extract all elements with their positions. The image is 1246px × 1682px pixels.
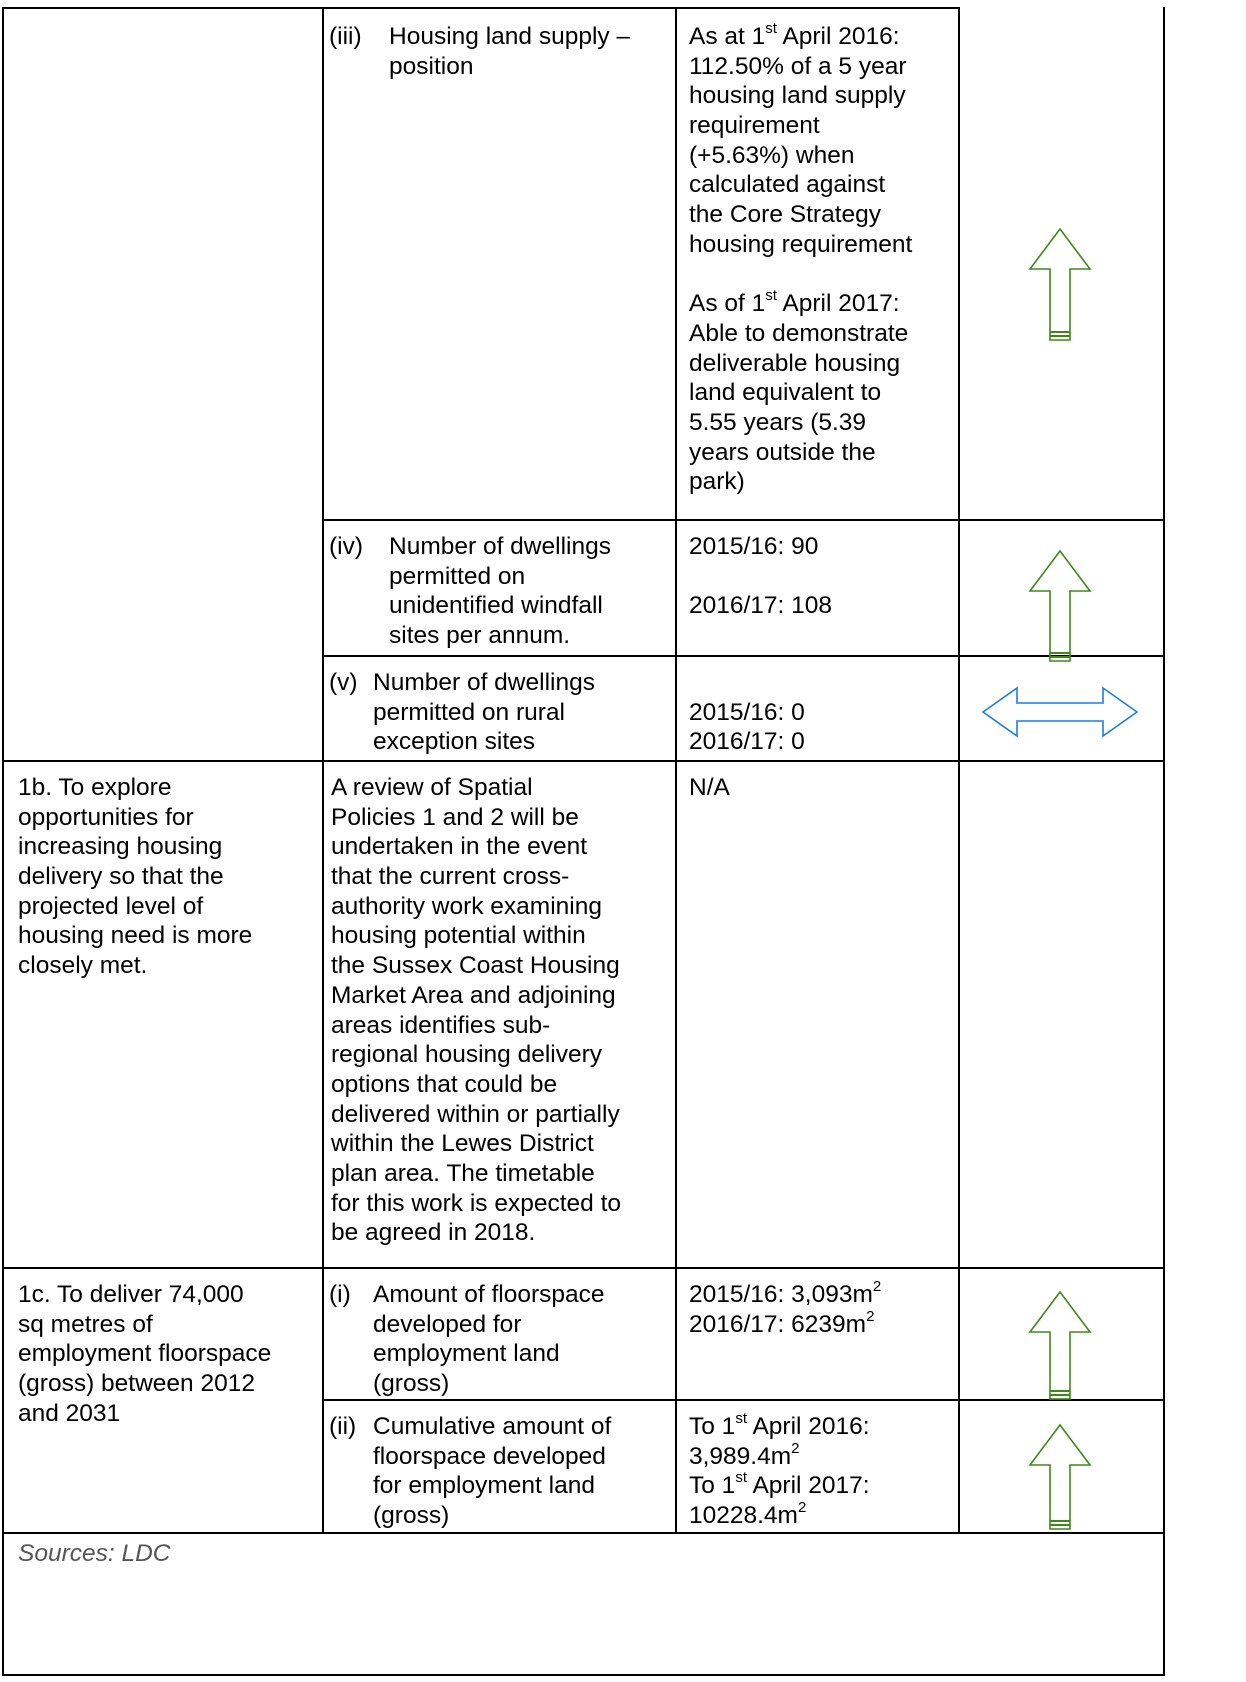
indicator-value bbox=[689, 19, 913, 497]
indicator-number: (iv) bbox=[329, 533, 364, 560]
indicator-description-line: permitted on bbox=[389, 562, 526, 590]
indicator-value-line bbox=[689, 260, 912, 290]
indicator-value-line: 2015/16: $3,093m^2$ bbox=[689, 1277, 882, 1308]
monitoring-table bbox=[2, 7, 1165, 1676]
indicator-description bbox=[331, 773, 621, 1248]
indicator-value-line: $3,989.4m^2$ bbox=[689, 1439, 800, 1470]
objective-text-line: sq metres of bbox=[18, 1310, 153, 1338]
indicator-value-line: Able to demonstrate bbox=[689, 319, 909, 347]
indicator-description-line: A review of Spatial bbox=[331, 774, 533, 801]
up-arrow-icon bbox=[1028, 549, 1092, 663]
indicator-value-line: calculated against bbox=[689, 171, 886, 199]
indicator-description bbox=[373, 1412, 611, 1531]
up-arrow-icon bbox=[1028, 1423, 1092, 1531]
objective-text bbox=[18, 773, 252, 981]
indicator-description-line: undertaken in the event bbox=[331, 833, 588, 861]
indicator-description-line: Housing land supply – bbox=[389, 23, 631, 50]
indicator-value-line: As at 1st April 2016: bbox=[689, 19, 900, 50]
indicator-description-line: delivered within or partially bbox=[331, 1100, 620, 1128]
indicator-value-line: requirement bbox=[689, 112, 820, 140]
objective-text-line: increasing housing bbox=[18, 833, 223, 861]
indicator-value-line: To 1st April 2016: bbox=[689, 1409, 870, 1440]
up-arrow-icon bbox=[1028, 1290, 1092, 1401]
indicator-description-line: Cumulative amount of bbox=[373, 1413, 612, 1440]
indicator-description-line: unidentified windfall bbox=[389, 592, 603, 620]
objective-text-line: employment floorspace bbox=[18, 1340, 272, 1368]
indicator-description bbox=[389, 532, 611, 651]
indicator-description-line: plan area. The timetable bbox=[331, 1159, 595, 1187]
objective-text-line: opportunities for bbox=[18, 803, 194, 831]
objective-text-line: projected level of bbox=[18, 892, 204, 920]
indicator-value-line: years outside the bbox=[689, 438, 876, 466]
objective-text-line: delivery so that the bbox=[18, 863, 224, 891]
indicator-value bbox=[689, 532, 832, 621]
indicator-description-line: housing potential within bbox=[331, 922, 586, 950]
indicator-description-line: Number of dwellings bbox=[373, 669, 595, 696]
indicator-value-line: (+5.63%) when bbox=[689, 141, 855, 169]
indicator-number: (i) bbox=[329, 1281, 351, 1308]
indicator-description-line: sites per annum. bbox=[389, 622, 571, 650]
indicator-value-line: $10228.4m^2$ bbox=[689, 1498, 807, 1530]
indicator-description-line: Policies 1 and 2 will be bbox=[331, 803, 579, 831]
indicator-description-line: for this work is expected to bbox=[331, 1189, 622, 1217]
indicator-description-line: that the current cross- bbox=[331, 863, 570, 891]
indicator-value-line: park) bbox=[689, 468, 745, 496]
indicator-description bbox=[389, 22, 630, 81]
indicator-value-line: housing land supply bbox=[689, 82, 906, 110]
objective-text-line: 1b. To explore bbox=[18, 774, 172, 801]
indicator-value-line: the Core Strategy bbox=[689, 201, 882, 229]
indicator-description bbox=[373, 668, 595, 757]
indicator-number: (ii) bbox=[329, 1413, 357, 1440]
indicator-value-line: 2015/16: 90 bbox=[689, 533, 819, 560]
indicator-description-line: employment land bbox=[373, 1340, 560, 1368]
indicator-description-line: permitted on rural bbox=[373, 698, 566, 726]
objective-text-line: (gross) between 2012 bbox=[18, 1370, 255, 1398]
sources-note: Sources: LDC bbox=[18, 1540, 171, 1567]
indicator-description-line: Market Area and adjoining bbox=[331, 981, 616, 1009]
indicator-description-line: areas identifies sub- bbox=[331, 1011, 551, 1039]
indicator-description-line: exception sites bbox=[373, 728, 536, 756]
indicator-description-line: the Sussex Coast Housing bbox=[331, 952, 620, 980]
indicator-description-line: Number of dwellings bbox=[389, 533, 611, 560]
indicator-value-line: N/A bbox=[689, 774, 730, 801]
indicator-value-line: housing requirement bbox=[689, 230, 913, 258]
indicator-value-line: 5.55 years (5.39 bbox=[689, 408, 867, 436]
indicator-value-line: As of 1st April 2017: bbox=[689, 287, 900, 318]
left-right-arrow-icon bbox=[981, 686, 1139, 738]
indicator-value-line: 112.50% of a 5 year bbox=[689, 52, 907, 80]
indicator-value-line: 2016/17: $6239m^2$ bbox=[689, 1307, 875, 1338]
indicator-description-line: within the Lewes District bbox=[331, 1130, 594, 1158]
indicator-value bbox=[689, 668, 805, 757]
indicator-description-line: options that could be bbox=[331, 1070, 558, 1098]
indicator-value-line: 2016/17: 0 bbox=[689, 728, 805, 756]
indicator-description-line: position bbox=[389, 52, 474, 80]
indicator-value-line: land equivalent to bbox=[689, 379, 882, 407]
indicator-description-line: floorspace developed bbox=[373, 1442, 606, 1470]
indicator-value bbox=[689, 773, 730, 803]
indicator-value-line: 2015/16: 0 bbox=[689, 698, 805, 726]
indicator-value-line: To 1st April 2017: bbox=[689, 1469, 870, 1500]
indicator-description-line: (gross) bbox=[373, 1370, 450, 1398]
indicator-description-line: authority work examining bbox=[331, 892, 602, 920]
indicator-number: (iii) bbox=[329, 23, 362, 50]
indicator-description-line: Amount of floorspace bbox=[373, 1281, 605, 1308]
indicator-value bbox=[689, 1409, 870, 1531]
indicator-value-line bbox=[689, 562, 832, 592]
indicator-number: (v) bbox=[329, 669, 358, 696]
indicator-description-line: be agreed in 2018. bbox=[331, 1219, 536, 1247]
objective-text-line: and 2031 bbox=[18, 1399, 121, 1427]
indicator-description-line: developed for bbox=[373, 1310, 522, 1338]
indicator-value-line bbox=[689, 668, 805, 698]
indicator-value-line: deliverable housing bbox=[689, 349, 901, 377]
indicator-description-line: for employment land bbox=[373, 1472, 595, 1500]
objective-text-line: closely met. bbox=[18, 952, 148, 980]
indicator-value-line: 2016/17: 108 bbox=[689, 592, 833, 620]
indicator-description bbox=[373, 1280, 605, 1399]
up-arrow-icon bbox=[1028, 227, 1092, 342]
indicator-description-line: regional housing delivery bbox=[331, 1041, 603, 1069]
indicator-description-line: (gross) bbox=[373, 1502, 450, 1530]
objective-text-line: housing need is more bbox=[18, 922, 253, 950]
indicator-value bbox=[689, 1277, 882, 1339]
objective-text bbox=[18, 1280, 271, 1428]
objective-text-line: 1c. To deliver 74,000 bbox=[18, 1281, 244, 1308]
